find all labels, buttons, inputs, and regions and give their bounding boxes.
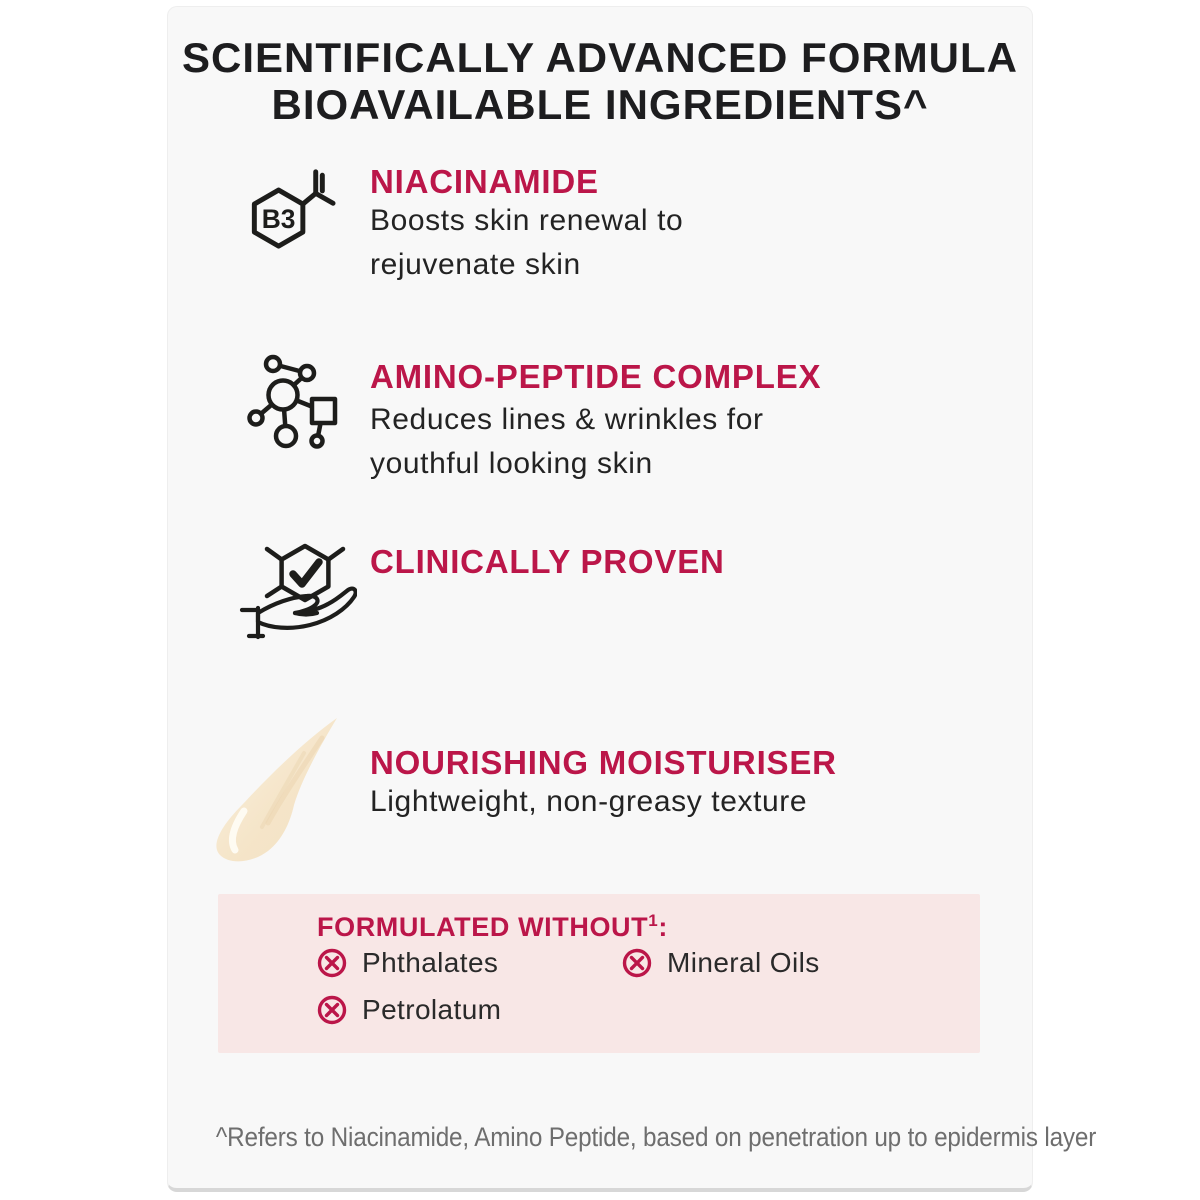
benefit-body-line: Lightweight, non-greasy texture: [370, 785, 808, 818]
open-hand-outline: [242, 589, 356, 637]
benefit-body-amino-peptide: [370, 398, 764, 486]
crossed-circle-icon: [621, 947, 653, 979]
footnote-text: ^Refers to Niacinamide, Amino Peptide, based on penetration up to epidermis layer: [215, 1122, 1097, 1152]
benefit-body-line: Reduces lines & wrinkles for: [370, 403, 764, 436]
b3-molecule-icon: [239, 162, 338, 261]
page-title: [167, 34, 1033, 128]
without-item-label: Mineral Oils: [667, 947, 820, 978]
hand-hexagon-check-icon: [222, 523, 357, 658]
formulated-without-superscript: 1: [648, 911, 659, 930]
benefit-heading-amino-peptide: AMINO-PEPTIDE COMPLEX: [370, 358, 822, 395]
benefit-heading-niacinamide: NIACINAMIDE: [370, 163, 599, 200]
formulated-without-heading: [317, 911, 668, 943]
benefit-body-line: rejuvenate skin: [370, 248, 581, 281]
without-item-label: Phthalates: [362, 947, 499, 978]
b3-icon-label: B3: [261, 204, 296, 234]
benefit-body-line: youthful looking skin: [370, 447, 653, 480]
benefit-body-line: Boosts skin renewal to: [370, 204, 684, 237]
benefit-heading-moisturiser: NOURISHING MOISTURISER: [370, 744, 837, 781]
peptide-molecule-icon: [235, 350, 355, 470]
without-item-mineral-oils: [621, 947, 820, 979]
without-item-label: Petrolatum: [362, 994, 502, 1025]
title-line-1: SCIENTIFICALLY ADVANCED FORMULA: [181, 34, 1018, 81]
benefit-body-niacinamide: [370, 199, 683, 287]
formulated-without-colon: :: [658, 912, 668, 942]
title-line-2: BIOAVAILABLE INGREDIENTS^: [271, 81, 929, 128]
crossed-circle-icon: [316, 947, 348, 979]
formulated-without-label: FORMULATED WITHOUT: [317, 912, 649, 942]
footnote: [167, 1122, 1097, 1153]
without-item-petrolatum: [316, 994, 501, 1026]
benefit-heading-clinically-proven: CLINICALLY PROVEN: [370, 543, 725, 580]
cream-swatch: [182, 693, 367, 865]
without-item-phthalates: [316, 947, 498, 979]
benefit-body-moisturiser: [370, 780, 807, 824]
crossed-circle-icon: [316, 994, 348, 1026]
